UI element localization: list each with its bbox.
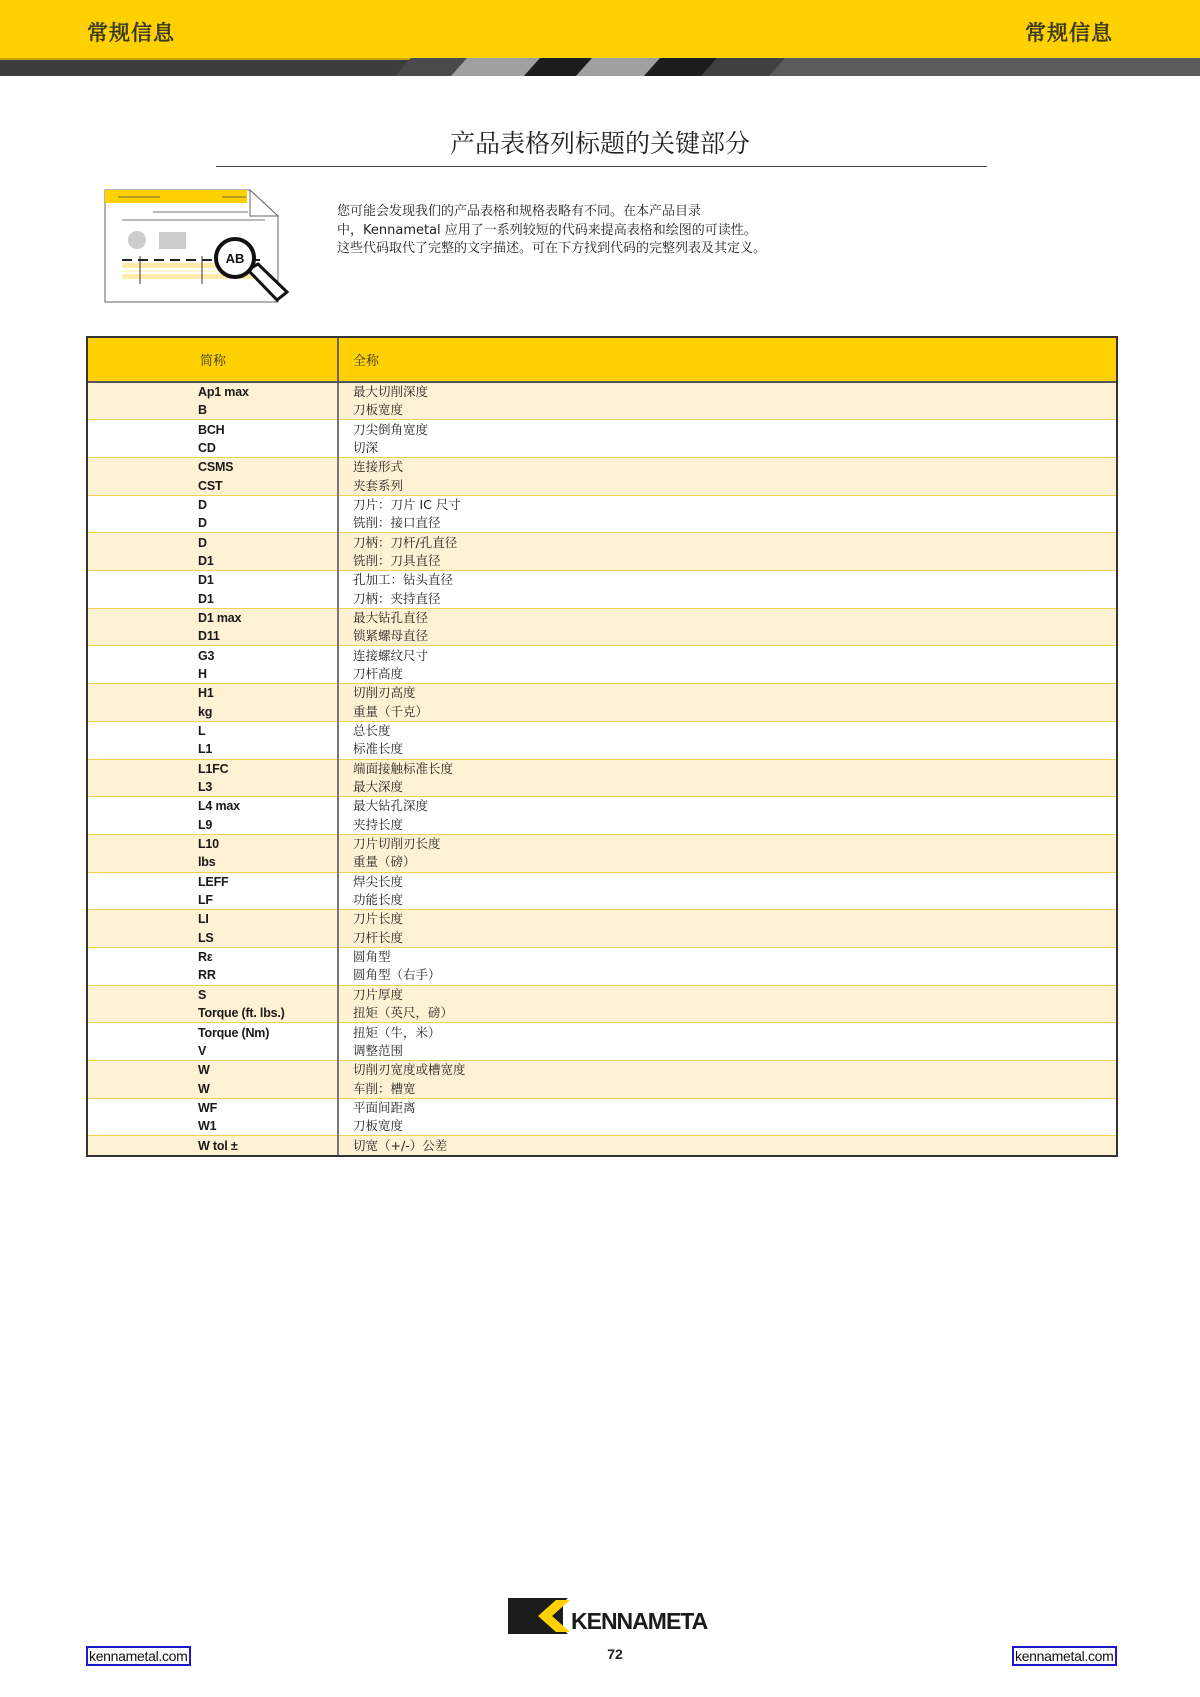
- website-link-right[interactable]: kennametal.com: [1012, 1646, 1117, 1666]
- full-name-cell: 刀尖倒角宽度: [338, 420, 1116, 439]
- abbreviation-cell: D11: [88, 627, 338, 646]
- abbreviation-cell: L4 max: [88, 797, 338, 816]
- table-row: [88, 439, 1116, 458]
- full-name-cell: 铣削：接口直径: [353, 515, 441, 531]
- full-name-cell: 刀杆高度: [353, 665, 404, 681]
- table-row: [88, 1061, 1116, 1080]
- abbreviation-cell: BCH: [88, 420, 338, 439]
- magnifier-document-icon: [100, 188, 290, 308]
- abbreviation-cell: CSMS: [88, 458, 338, 477]
- table-row: [88, 929, 1116, 948]
- intro-line: 这些代码取代了完整的文字描述。可在下方找到代码的完整列表及其定义。: [337, 241, 767, 256]
- intro-line: 您可能会发现我们的产品表格和规格表略有不同。在本产品目录: [337, 204, 702, 219]
- full-name-cell: 刀杆长度: [338, 929, 1116, 948]
- table-row: [88, 627, 1116, 646]
- abbreviation-cell: D: [88, 533, 338, 552]
- table-row: [88, 740, 1116, 759]
- full-name-cell: 切削刃宽度或槽宽度: [338, 1061, 1116, 1080]
- full-name-cell: 刀板宽度: [353, 1118, 404, 1134]
- table-row: [88, 533, 1116, 552]
- abbreviation-cell: W: [88, 1061, 338, 1080]
- table-row: [88, 571, 1116, 590]
- abbreviation-table: [86, 336, 1118, 1157]
- table-row: [88, 420, 1116, 439]
- full-name-cell: 刀板宽度: [338, 401, 1116, 420]
- table-row: [88, 797, 1116, 816]
- table-row: [88, 1098, 1116, 1117]
- page-number: 72: [607, 1646, 623, 1662]
- abbreviation-cell: kg: [88, 703, 338, 722]
- table-row: [88, 759, 1116, 778]
- table-row: [88, 1004, 1116, 1023]
- abbreviation-cell: D: [88, 514, 338, 533]
- full-name-cell: 功能长度: [353, 892, 404, 908]
- abbreviation-cell: Ap1 max: [88, 382, 338, 401]
- table-row: [88, 684, 1116, 703]
- full-name-cell: 最大钻孔深度: [338, 797, 1116, 816]
- table-row: [88, 1136, 1116, 1155]
- svg-text:KENNAMETAL: KENNAMETAL: [571, 1608, 708, 1634]
- full-name-cell: 扭矩（牛，米）: [338, 1023, 1116, 1042]
- table-row: [88, 458, 1116, 477]
- intro-line: 中，Kennametal 应用了一系列较短的代码来提高表格和绘图的可读性。: [337, 222, 757, 238]
- decorative-stripe-bar: [0, 58, 1200, 76]
- abbreviation-cell: WF: [88, 1098, 338, 1117]
- abbreviation-cell: D1: [88, 589, 338, 608]
- table-header-row: [88, 338, 1116, 382]
- abbreviation-cell: W1: [88, 1117, 338, 1136]
- full-name-cell: 切深: [353, 439, 379, 455]
- page-title: 产品表格列标题的关键部分: [449, 129, 750, 158]
- abbreviation-cell: D1 max: [88, 608, 338, 627]
- abbreviation-cell: CST: [88, 476, 338, 495]
- abbreviation-cell: L9: [88, 816, 338, 835]
- table-row: [88, 778, 1116, 797]
- full-name-cell: 铣削：刀具直径: [338, 552, 1116, 571]
- full-name-cell: 重量（磅）: [338, 853, 1116, 872]
- full-name-cell: 夹持长度: [353, 816, 404, 832]
- abbreviation-cell: L10: [88, 834, 338, 853]
- abbreviation-cell: W tol ±: [88, 1136, 338, 1155]
- abbreviation-cell: CD: [88, 439, 338, 458]
- column-header-full-name: 全称: [338, 338, 1116, 382]
- table-row: [88, 1042, 1116, 1061]
- abbreviation-cell: S: [88, 985, 338, 1004]
- table-row: [88, 589, 1116, 608]
- full-name-cell: 刀片长度: [338, 910, 1116, 929]
- full-name-cell: 孔加工：钻头直径: [338, 571, 1116, 590]
- abbreviation-cell: LI: [88, 910, 338, 929]
- abbreviation-cell: B: [88, 401, 338, 420]
- full-name-cell: 刀片切削刃长度: [338, 834, 1116, 853]
- kennametal-logo: [508, 1596, 708, 1636]
- table-row: [88, 872, 1116, 891]
- abbreviation-cell: LF: [88, 891, 338, 910]
- full-name-cell: 平面间距离: [338, 1098, 1116, 1117]
- intro-paragraph: [337, 203, 857, 259]
- full-name-cell: 重量（千克）: [338, 703, 1116, 722]
- full-name-cell: 锁紧螺母直径: [338, 627, 1116, 646]
- table-row: [88, 665, 1116, 684]
- table-row: [88, 382, 1116, 401]
- abbreviation-cell: RR: [88, 966, 338, 985]
- full-name-cell: 切宽（+/-）公差: [338, 1136, 1116, 1155]
- table-row: [88, 834, 1116, 853]
- title-divider: [216, 166, 987, 167]
- table-row: [88, 1117, 1116, 1136]
- table-row: [88, 1079, 1116, 1098]
- table-row: [88, 966, 1116, 985]
- abbreviation-cell: L1: [88, 740, 338, 759]
- full-name-cell: 刀片厚度: [338, 985, 1116, 1004]
- abbreviation-cell: Torque (Nm): [88, 1023, 338, 1042]
- abbreviation-cell: H: [88, 665, 338, 684]
- full-name-cell: 连接螺纹尺寸: [338, 646, 1116, 665]
- table-row: [88, 891, 1116, 910]
- table-row: [88, 1023, 1116, 1042]
- abbreviation-cell: H1: [88, 684, 338, 703]
- full-name-cell: 夹套系列: [338, 476, 1116, 495]
- column-header-abbreviation: 简称: [88, 338, 338, 382]
- full-name-cell: 连接形式: [338, 458, 1116, 477]
- table-row: [88, 816, 1116, 835]
- full-name-cell: 车削：槽宽: [338, 1079, 1116, 1098]
- full-name-cell: 最大钻孔直径: [338, 608, 1116, 627]
- full-name-cell: 最大深度: [338, 778, 1116, 797]
- abbreviation-cell: lbs: [88, 853, 338, 872]
- full-name-cell: 刀片：刀片 IC 尺寸: [338, 495, 1116, 514]
- abbreviation-cell: LEFF: [88, 872, 338, 891]
- full-name-cell: 调整范围: [353, 1042, 404, 1058]
- table-row: [88, 703, 1116, 722]
- header-band: [0, 0, 1200, 58]
- table-row: [88, 495, 1116, 514]
- table-row: [88, 853, 1116, 872]
- full-name-cell: 扭矩（英尺，磅）: [338, 1004, 1116, 1023]
- abbreviation-cell: W: [88, 1079, 338, 1098]
- table-row: [88, 608, 1116, 627]
- abbreviation-cell: L: [88, 721, 338, 740]
- section-title-left: 常规信息: [87, 21, 175, 45]
- table-row: [88, 646, 1116, 665]
- table-row: [88, 910, 1116, 929]
- full-name-cell: 端面接触标准长度: [338, 759, 1116, 778]
- full-name-cell: 圆角型（右手）: [353, 967, 441, 983]
- full-name-cell: 标准长度: [353, 741, 404, 757]
- table-row: [88, 514, 1116, 533]
- full-name-cell: 切削刃高度: [338, 684, 1116, 703]
- full-name-cell: 总长度: [338, 721, 1116, 740]
- table-row: [88, 476, 1116, 495]
- abbreviation-cell: L3: [88, 778, 338, 797]
- full-name-cell: 刀柄：刀杆/孔直径: [338, 533, 1116, 552]
- full-name-cell: 圆角型: [338, 947, 1116, 966]
- table-row: [88, 401, 1116, 420]
- abbreviation-cell: D1: [88, 552, 338, 571]
- abbreviation-cell: D: [88, 495, 338, 514]
- full-name-cell: 焊尖长度: [338, 872, 1116, 891]
- abbreviation-cell: LS: [88, 929, 338, 948]
- abbreviation-cell: Torque (ft. lbs.): [88, 1004, 338, 1023]
- abbreviation-cell: D1: [88, 571, 338, 590]
- table-row: [88, 947, 1116, 966]
- section-title-right: 常规信息: [1025, 21, 1113, 45]
- abbreviation-cell: G3: [88, 646, 338, 665]
- abbreviation-cell: Rε: [88, 947, 338, 966]
- table-row: [88, 552, 1116, 571]
- table-row: [88, 985, 1116, 1004]
- abbreviation-cell: L1FC: [88, 759, 338, 778]
- svg-text:AB: AB: [225, 251, 245, 266]
- full-name-cell: 最大切削深度: [338, 382, 1116, 401]
- abbreviation-cell: V: [88, 1042, 338, 1061]
- website-link-left[interactable]: kennametal.com: [86, 1646, 191, 1666]
- full-name-cell: 刀柄：夹持直径: [353, 590, 441, 606]
- table-row: [88, 721, 1116, 740]
